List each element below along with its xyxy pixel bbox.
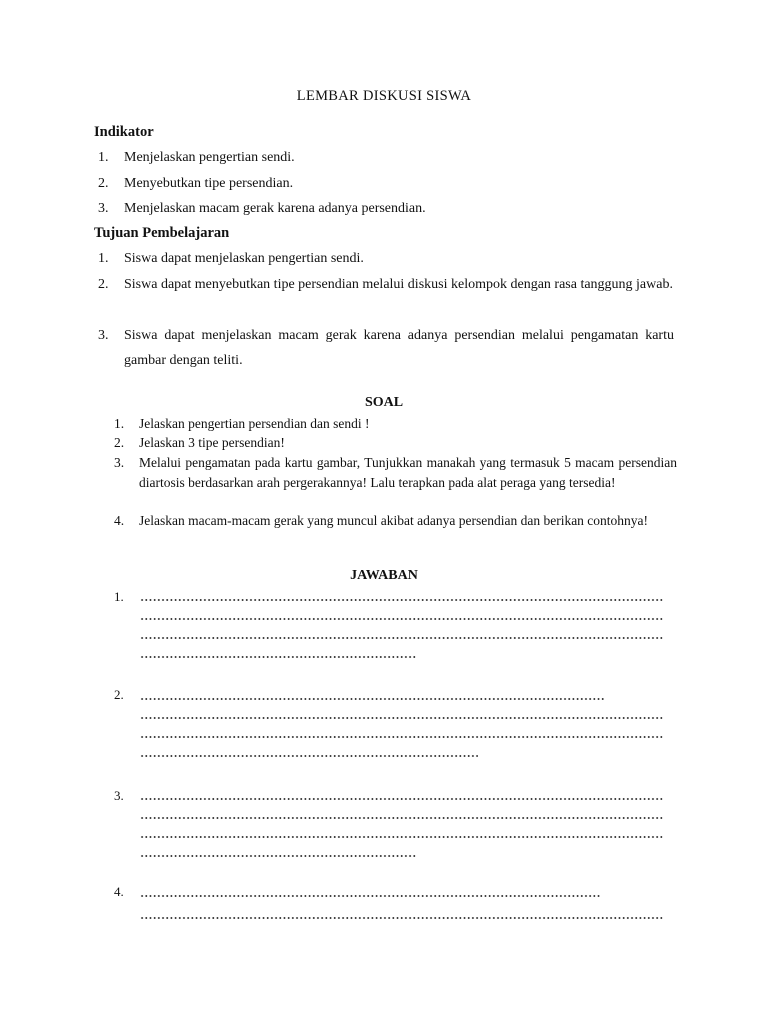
list-number: 3. bbox=[98, 201, 109, 216]
list-text: Siswa dapat menjelaskan macam gerak karena adanya persendian melalui pengamatan kartu gambar dengan teliti. bbox=[124, 328, 674, 368]
answer-line[interactable] bbox=[140, 599, 664, 601]
answer-block bbox=[114, 788, 670, 868]
answer-line[interactable] bbox=[140, 656, 416, 658]
soal-item bbox=[114, 511, 677, 551]
list-number: 2. bbox=[98, 277, 109, 292]
list-text: Menjelaskan pengertian sendi. bbox=[124, 150, 295, 165]
list-text: Menjelaskan macam gerak karena adanya persendian. bbox=[124, 201, 426, 216]
list-number: 1. bbox=[114, 589, 124, 604]
tujuan-item bbox=[98, 272, 674, 322]
answer-block bbox=[114, 884, 670, 929]
answer-line[interactable] bbox=[140, 618, 664, 620]
answer-line[interactable] bbox=[140, 917, 664, 919]
list-number: 4. bbox=[114, 884, 124, 899]
list-number: 1. bbox=[98, 150, 109, 165]
list-text: Jelaskan 3 tipe persendian! bbox=[139, 435, 285, 450]
soal-heading: SOAL bbox=[364, 395, 404, 410]
soal-item bbox=[114, 453, 677, 513]
answer-line[interactable] bbox=[140, 817, 664, 819]
list-text: Jelaskan pengertian persendian dan sendi ! bbox=[139, 416, 370, 431]
list-number: 3. bbox=[98, 328, 109, 343]
jawaban-heading: JAWABAN bbox=[350, 568, 418, 583]
answer-line[interactable] bbox=[140, 736, 664, 738]
answer-block bbox=[114, 687, 670, 767]
list-text: Menyebutkan tipe persendian. bbox=[124, 176, 294, 191]
tujuan-heading: Tujuan Pembelajaran bbox=[94, 225, 230, 241]
indikator-heading: Indikator bbox=[94, 124, 154, 140]
list-text: Melalui pengamatan pada kartu gambar, Tunjukkan manakah yang termasuk 5 macam persendian diartosis berdasarkan arah pergerakannya! Lalu terapkan pada alat peraga yang tersedia! bbox=[139, 455, 677, 490]
list-number: 2. bbox=[114, 435, 125, 450]
page-title: LEMBAR DISKUSI SISWA bbox=[296, 88, 472, 104]
list-text: Siswa dapat menjelaskan pengertian sendi. bbox=[124, 251, 364, 266]
list-number: 3. bbox=[114, 455, 125, 470]
answer-line[interactable] bbox=[140, 895, 600, 897]
answer-line[interactable] bbox=[140, 836, 664, 838]
list-text: Siswa dapat menyebutkan tipe persendian melalui diskusi kelompok dengan rasa tanggung jawab. bbox=[124, 277, 673, 292]
answer-line[interactable] bbox=[140, 637, 664, 639]
list-number: 3. bbox=[114, 788, 124, 803]
list-text: Jelaskan macam-macam gerak yang muncul akibat adanya persendian dan berikan contohnya! bbox=[139, 513, 649, 528]
tujuan-item bbox=[98, 323, 674, 373]
answer-line[interactable] bbox=[140, 855, 416, 857]
list-number: 2. bbox=[114, 687, 124, 702]
answer-block bbox=[114, 589, 670, 669]
answer-line[interactable] bbox=[140, 798, 664, 800]
list-number: 1. bbox=[114, 416, 125, 431]
list-number: 4. bbox=[114, 513, 125, 528]
list-number: 1. bbox=[98, 251, 109, 266]
answer-line[interactable] bbox=[140, 717, 664, 719]
list-number: 2. bbox=[98, 176, 109, 191]
answer-line[interactable] bbox=[140, 755, 478, 757]
answer-line[interactable] bbox=[140, 698, 604, 700]
